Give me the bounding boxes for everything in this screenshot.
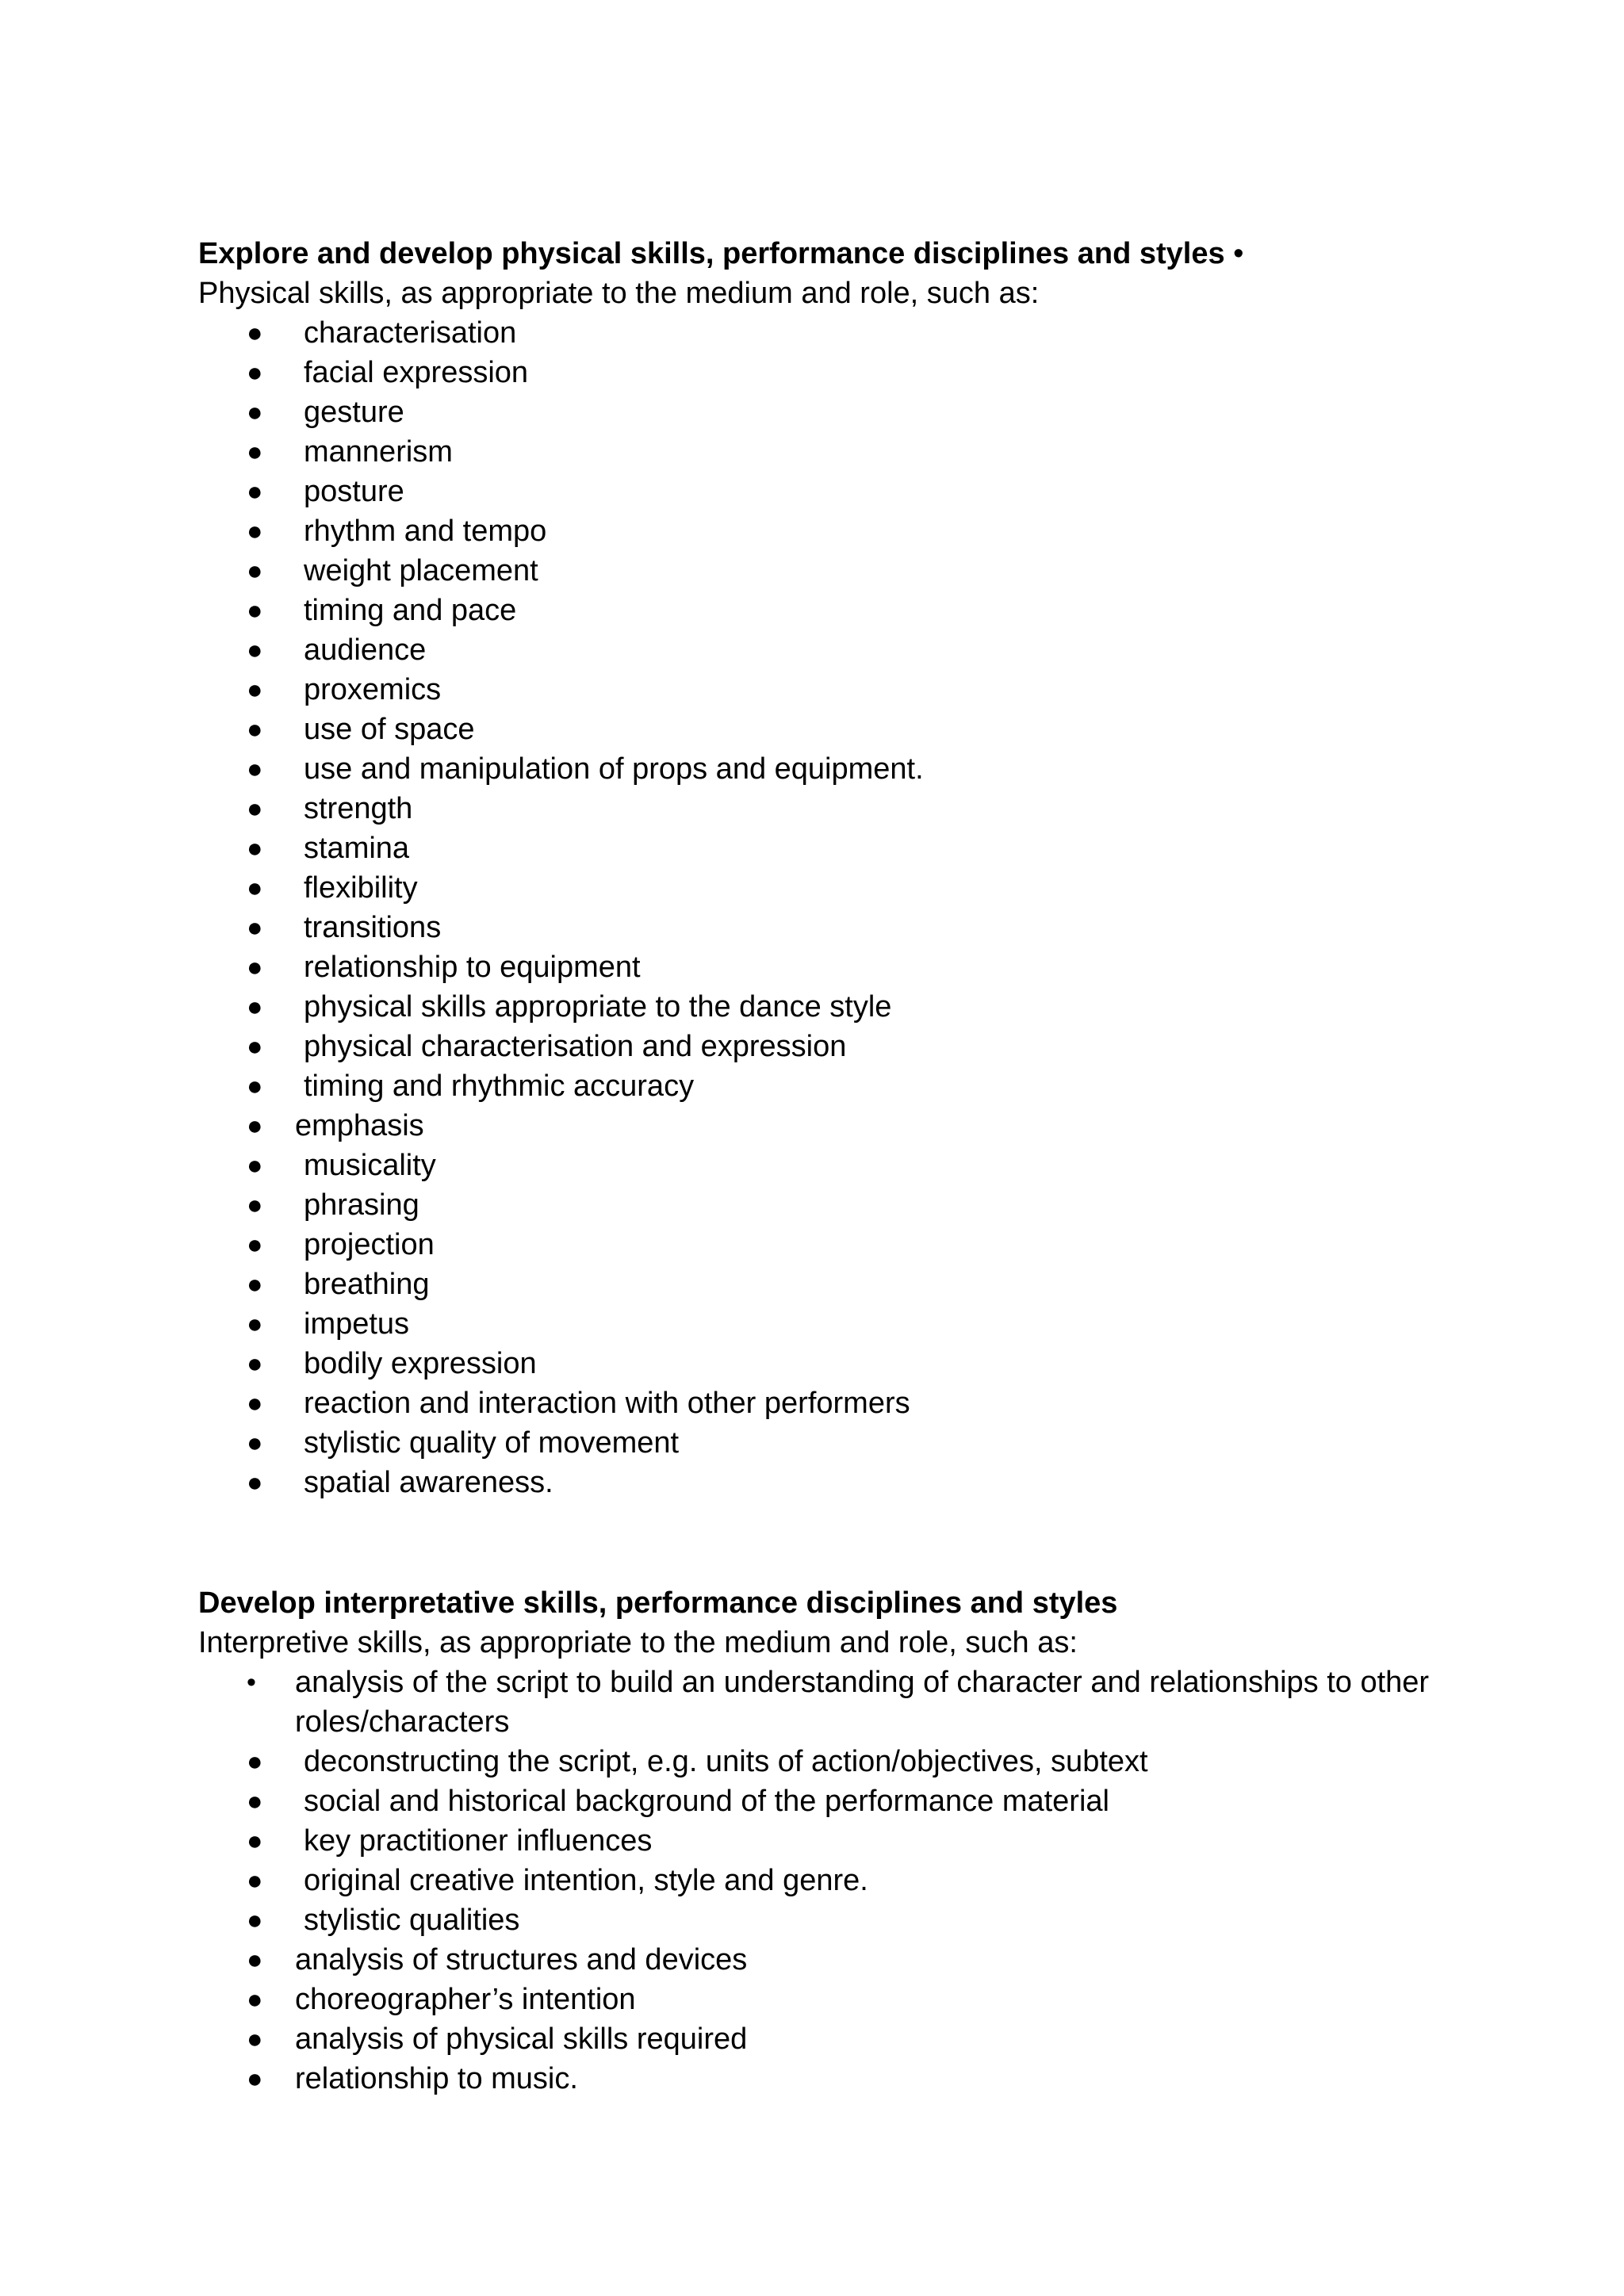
bullet-icon: ● [247,1905,263,1935]
list-item-text: original creative intention, style and genre. [304,1864,868,1897]
list-item-text: projection [304,1228,435,1261]
bullet-icon: ● [247,1826,263,1856]
bullet-icon: ● [247,358,263,388]
bullet-icon: ● [247,635,263,665]
bullet-icon: ● [247,556,263,586]
physical-skills-section [198,234,1467,1502]
list-item [198,1463,1467,1502]
bullet-icon: ● [247,913,263,943]
list-item [198,511,1467,551]
list-item-text: key practitioner influences [304,1824,653,1858]
bullet-icon: ● [247,2024,263,2054]
list-item-text: phrasing [304,1188,419,1222]
list-item-text: proxemics [304,673,442,706]
list-item-text: relationship to equipment [304,951,641,984]
list-item [198,868,1467,908]
bullet-icon: ● [247,754,263,784]
bullet-icon: ● [247,1269,263,1299]
heading-trailing-bullet: • [1224,237,1244,270]
bullet-icon: ● [247,1309,263,1339]
list-item-text: relationship to music. [295,2062,578,2095]
bullet-icon: ● [247,1230,263,1260]
list-item-text: reaction and interaction with other performers [304,1387,910,1420]
list-item [198,1027,1467,1066]
list-item-text: social and historical background of the performance material [304,1785,1109,1818]
list-item-text: physical characterisation and expression [304,1030,847,1063]
bullet-icon: ● [247,1349,263,1379]
bullet-icon: ● [247,794,263,824]
bullet-icon: ● [247,714,263,744]
list-item-text: analysis of the script to build an understanding of character and relationships to other roles/characters [295,1666,1430,1739]
list-item-text: weight placement [304,554,538,587]
list-item-text: impetus [304,1307,410,1341]
list-item-text: choreographer’s intention [295,1983,636,2016]
list-item [198,392,1467,432]
interpretative-skills-section [198,1583,1467,2099]
list-item [198,1940,1467,1980]
section-heading: Develop interpretative skills, performance disciplines and styles [198,1586,1118,1620]
bullet-icon: ● [247,1945,263,1975]
list-item [198,2059,1467,2099]
list-item [198,432,1467,472]
list-item [198,947,1467,987]
bullet-icon: ● [247,833,263,863]
list-item [198,1742,1467,1781]
bullet-icon: ● [247,1031,263,1062]
bullet-icon: ● [247,1150,263,1181]
list-item-text: timing and pace [304,594,517,627]
list-item-text: posture [304,475,404,508]
list-item-text: gesture [304,396,404,429]
list-item-text: characterisation [304,316,517,350]
bullet-icon: ● [247,952,263,982]
list-item-text: audience [304,633,427,667]
bullet-icon: ● [247,1111,263,1141]
list-item [198,1980,1467,2019]
list-item-text: analysis of physical skills required [295,2022,748,2056]
list-item [198,1265,1467,1304]
list-item [198,1663,1467,1742]
list-item [198,1225,1467,1265]
interpretative-skills-list [198,1663,1467,2099]
section-heading [198,234,1467,274]
physical-skills-list [198,313,1467,1502]
list-item [198,828,1467,868]
list-item-text: transitions [304,911,442,944]
list-item [198,1185,1467,1225]
list-item [198,2019,1467,2059]
list-item [198,1821,1467,1861]
list-item [198,1344,1467,1383]
heading-text: Explore and develop physical skills, performance disciplines and styles [198,237,1225,270]
list-item-text: spatial awareness. [304,1466,553,1499]
list-item-text: stylistic qualities [304,1904,520,1937]
list-item-text: use of space [304,713,475,746]
bullet-icon: ● [247,1984,263,2015]
bullet-icon: ● [247,1190,263,1220]
list-item-text: breathing [304,1268,430,1301]
list-item-text: use and manipulation of props and equipment. [304,752,924,786]
list-item [198,1781,1467,1821]
list-item [198,1106,1467,1146]
list-item [198,630,1467,670]
list-item [198,1423,1467,1463]
list-item-text: bodily expression [304,1347,537,1380]
bullet-icon: ● [247,992,263,1022]
bullet-icon: ● [247,675,263,705]
section-intro: Physical skills, as appropriate to the medium and role, such as: [198,277,1040,310]
list-item-text: mannerism [304,435,453,469]
list-item-text: rhythm and tempo [304,515,547,548]
list-item-text: stylistic quality of movement [304,1426,680,1460]
list-item-text: physical skills appropriate to the dance style [304,990,892,1024]
list-item-text: musicality [304,1149,436,1182]
bullet-icon: ● [247,1786,263,1816]
list-item-text: strength [304,792,413,825]
list-item [198,551,1467,591]
bullet-icon: ● [247,873,263,903]
list-item-text: facial expression [304,356,529,389]
bullet-icon: ● [247,516,263,546]
list-item [198,1900,1467,1940]
bullet-icon: ● [247,2064,263,2094]
list-item-text: analysis of structures and devices [295,1943,748,1976]
list-item [198,1383,1467,1423]
list-item [198,313,1467,353]
list-item [198,353,1467,392]
list-item-text: flexibility [304,871,418,905]
list-item [198,908,1467,947]
bullet-icon: ● [247,1468,263,1498]
bullet-icon: ● [247,1866,263,1896]
list-item [198,987,1467,1027]
bullet-icon: ● [247,318,263,348]
bullet-icon: ● [247,595,263,626]
list-item-text: emphasis [295,1109,424,1142]
list-item-text: stamina [304,832,410,865]
list-item [198,1066,1467,1106]
list-item [198,789,1467,828]
list-item [198,749,1467,789]
section-intro: Interpretive skills, as appropriate to the medium and role, such as: [198,1626,1078,1659]
list-item [198,1146,1467,1185]
list-item [198,670,1467,710]
bullet-icon: ● [247,1071,263,1101]
bullet-icon: ● [247,476,263,507]
list-item [198,472,1467,511]
list-item [198,1861,1467,1900]
bullet-icon: ● [247,1388,263,1418]
list-item [198,1304,1467,1344]
list-item [198,710,1467,749]
bullet-icon: • [247,1667,256,1697]
list-item-text: deconstructing the script, e.g. units of action/objectives, subtext [304,1745,1148,1778]
bullet-icon: ● [247,437,263,467]
bullet-icon: ● [247,397,263,427]
bullet-icon: ● [247,1747,263,1777]
list-item [198,591,1467,630]
bullet-icon: ● [247,1428,263,1458]
list-item-text: timing and rhythmic accuracy [304,1070,695,1103]
